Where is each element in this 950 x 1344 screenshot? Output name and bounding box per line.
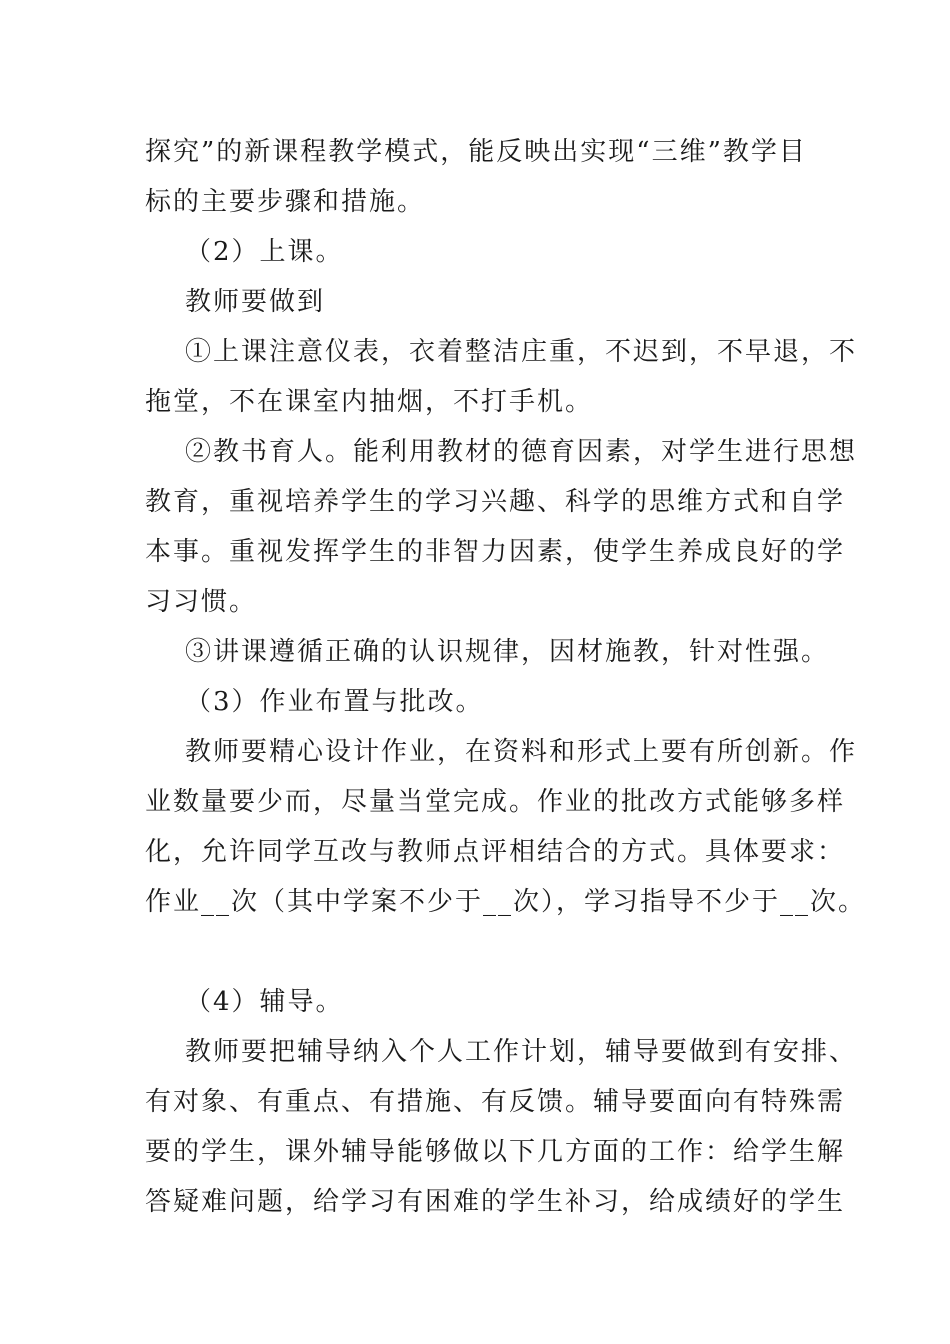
paragraph-line: 本事。重视发挥学生的非智力因素，使学生养成良好的学 xyxy=(145,537,846,567)
paragraph-line: 有对象、有重点、有措施、有反馈。辅导要面向有特殊需 xyxy=(145,1087,846,1117)
paragraph-line: 作业__次（其中学案不少于__次），学习指导不少于__次。 xyxy=(145,887,867,917)
list-item-1: ①上课注意仪表，衣着整洁庄重，不迟到，不早退，不 xyxy=(185,337,858,367)
paragraph-line: 教师要把辅导纳入个人工作计划，辅导要做到有安排、 xyxy=(185,1037,858,1067)
paragraph-line: 答疑难问题，给学习有困难的学生补习，给成绩好的学生 xyxy=(145,1187,846,1217)
section-heading-3: （3）作业布置与批改。 xyxy=(185,687,484,717)
section-heading-2: （2）上课。 xyxy=(185,237,344,267)
paragraph-line: 教师要做到 xyxy=(185,287,326,317)
paragraph-line: 拖堂，不在课室内抽烟，不打手机。 xyxy=(145,387,594,417)
paragraph-line: 教育，重视培养学生的学习兴趣、科学的思维方式和自学 xyxy=(145,487,846,517)
paragraph-line: 化，允许同学互改与教师点评相结合的方式。具体要求： xyxy=(145,837,846,867)
paragraph-line: 教师要精心设计作业，在资料和形式上要有所创新。作 xyxy=(185,737,858,767)
paragraph-line: 习习惯。 xyxy=(145,587,258,617)
list-item-2: ②教书育人。能利用教材的德育因素，对学生进行思想 xyxy=(185,437,858,467)
paragraph-line: 标的主要步骤和措施。 xyxy=(145,187,426,217)
paragraph-line: 要的学生，课外辅导能够做以下几方面的工作：给学生解 xyxy=(145,1137,846,1167)
section-heading-4: （4）辅导。 xyxy=(185,987,344,1017)
paragraph-line: 业数量要少而，尽量当堂完成。作业的批改方式能够多样 xyxy=(145,787,846,817)
list-item-3: ③讲课遵循正确的认识规律，因材施教，针对性强。 xyxy=(185,637,830,667)
paragraph-line: 探究”的新课程教学模式，能反映出实现“三维”教学目 xyxy=(145,137,807,167)
